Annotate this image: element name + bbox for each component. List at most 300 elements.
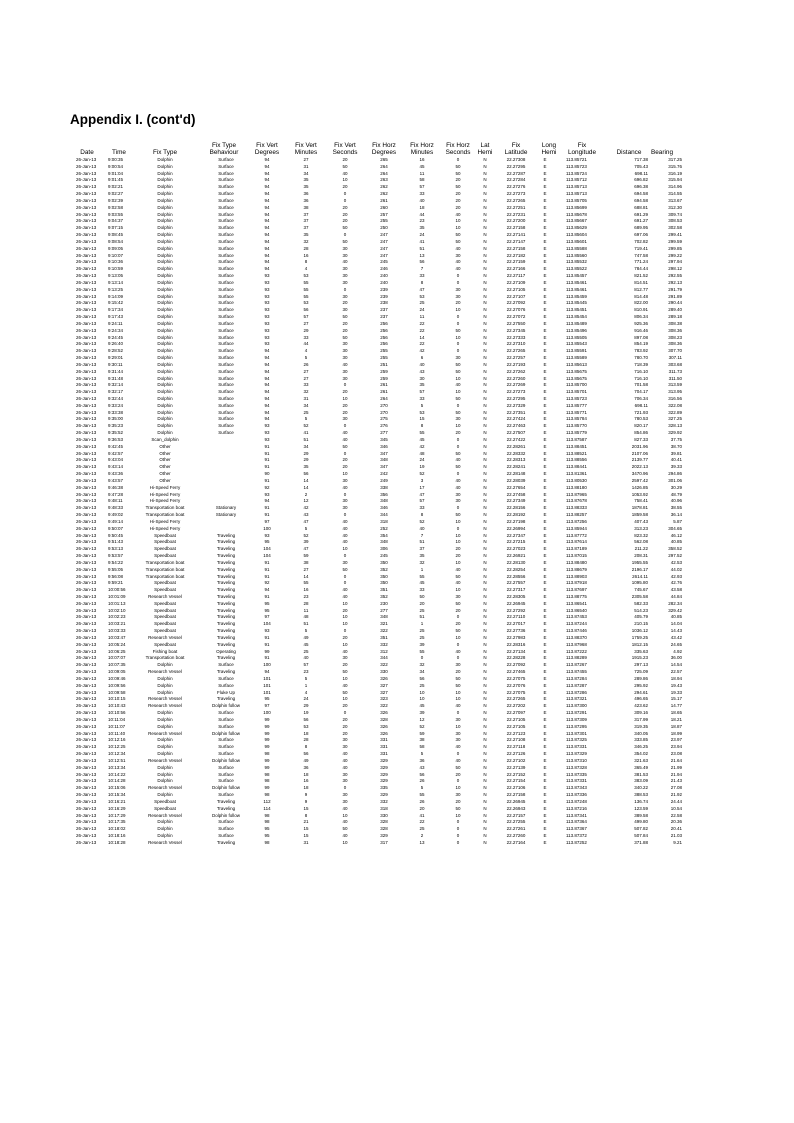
col-header-date: Date bbox=[80, 149, 94, 157]
cell-lat-hemi: N bbox=[483, 177, 487, 183]
table-row bbox=[0, 403, 794, 410]
cell-fix-vert-minutes: 16 bbox=[303, 778, 309, 784]
cell-fix-vert-degrees: 94 bbox=[264, 402, 270, 408]
cell-fix-vert-minutes: 33 bbox=[303, 382, 309, 388]
cell-bearing: 24.44 bbox=[670, 798, 682, 804]
cell-fix-longitude: 113.85779 bbox=[566, 430, 587, 436]
cell-fix-latitude: 22.28241 bbox=[506, 464, 526, 470]
cell-fix-horz-degrees: 240 bbox=[380, 273, 388, 279]
cell-fix-type: Other bbox=[159, 464, 171, 470]
cell-fix-type-behaviour: Surface bbox=[218, 341, 234, 347]
cell-fix-horz-minutes: 25 bbox=[419, 607, 425, 613]
cell-bearing: 322.89 bbox=[668, 409, 682, 415]
cell-date: 26-Jan-13 bbox=[76, 409, 97, 415]
cell-distance: 507.82 bbox=[634, 826, 648, 832]
cell-fix-vert-minutes: 41 bbox=[303, 430, 309, 436]
cell-time: 9:10:07 bbox=[108, 252, 124, 258]
cell-fix-horz-seconds: 20 bbox=[455, 798, 461, 804]
cell-fix-vert-degrees: 99 bbox=[264, 723, 270, 729]
cell-bearing: 304.65 bbox=[668, 525, 682, 531]
cell-fix-vert-degrees: 94 bbox=[264, 669, 270, 675]
cell-distance: 725.09 bbox=[634, 669, 648, 675]
cell-lat-hemi: N bbox=[483, 710, 487, 716]
cell-fix-type-behaviour bbox=[201, 519, 251, 526]
cell-fix-horz-seconds: 40 bbox=[455, 484, 461, 490]
cell-distance: 2597.42 bbox=[631, 477, 648, 483]
cell-long-hemi: E bbox=[543, 607, 547, 613]
cell-fix-horz-seconds: 0 bbox=[456, 655, 460, 661]
cell-date: 26-Jan-13 bbox=[76, 259, 97, 265]
cell-fix-vert-seconds: 30 bbox=[342, 792, 348, 798]
cell-fix-latitude: 22.27654 bbox=[506, 484, 526, 490]
table-row bbox=[0, 259, 794, 266]
cell-fix-vert-degrees: 92 bbox=[264, 580, 270, 586]
cell-fix-horz-minutes: 58 bbox=[419, 177, 425, 183]
cell-fix-vert-minutes: 5 bbox=[304, 525, 308, 531]
cell-date: 26-Jan-13 bbox=[76, 505, 97, 511]
cell-fix-vert-seconds: 40 bbox=[342, 587, 348, 593]
cell-fix-vert-degrees: 91 bbox=[264, 634, 270, 640]
cell-fix-horz-seconds: 50 bbox=[455, 600, 461, 606]
cell-time: 9:42:45 bbox=[108, 443, 124, 449]
cell-date: 26-Jan-13 bbox=[76, 232, 97, 238]
table-row bbox=[0, 348, 794, 355]
cell-bearing: 294.86 bbox=[668, 471, 682, 477]
cell-fix-type: Speedboat bbox=[154, 532, 176, 538]
cell-fix-vert-minutes: 53 bbox=[303, 723, 309, 729]
cell-fix-vert-seconds: 20 bbox=[342, 327, 348, 333]
cell-time: 9:31:48 bbox=[108, 375, 124, 381]
cell-fix-horz-minutes: 1 bbox=[420, 621, 424, 627]
table-row bbox=[0, 430, 794, 437]
cell-fix-vert-minutes: 14 bbox=[303, 484, 309, 490]
cell-fix-horz-degrees: 346 bbox=[380, 443, 388, 449]
cell-fix-horz-degrees: 237 bbox=[380, 307, 388, 313]
cell-fix-type-behaviour: Traveling bbox=[216, 532, 236, 538]
table-row bbox=[0, 396, 794, 403]
cell-distance: 496.65 bbox=[634, 696, 648, 702]
cell-fix-type: Dolphin bbox=[157, 334, 173, 340]
cell-fix-vert-minutes: 18 bbox=[303, 771, 309, 777]
cell-fix-horz-degrees: 249 bbox=[380, 477, 388, 483]
cell-fix-type-behaviour: Surface bbox=[218, 211, 234, 217]
cell-time: 9:00:54 bbox=[108, 163, 124, 169]
cell-date: 26-Jan-13 bbox=[76, 307, 97, 313]
cell-fix-type: Other bbox=[159, 471, 171, 477]
table-row bbox=[0, 498, 794, 505]
cell-fix-horz-seconds: 10 bbox=[455, 723, 461, 729]
cell-fix-vert-seconds: 10 bbox=[342, 546, 348, 552]
cell-fix-latitude: 22.27109 bbox=[506, 279, 526, 285]
cell-fix-type-behaviour: Surface bbox=[218, 382, 234, 388]
cell-fix-horz-minutes: 35 bbox=[419, 225, 425, 231]
cell-fix-vert-degrees: 97 bbox=[264, 703, 270, 709]
cell-fix-vert-seconds: 0 bbox=[343, 423, 347, 429]
cell-long-hemi: E bbox=[543, 764, 547, 770]
cell-fix-latitude: 22.26943 bbox=[506, 805, 526, 811]
cell-distance: 820.17 bbox=[634, 423, 648, 429]
cell-fix-vert-degrees: 94 bbox=[264, 197, 270, 203]
cell-fix-horz-seconds: 40 bbox=[455, 648, 461, 654]
cell-long-hemi: E bbox=[543, 771, 547, 777]
cell-fix-vert-degrees: 100 bbox=[263, 710, 271, 716]
cell-long-hemi: E bbox=[543, 634, 547, 640]
cell-fix-vert-minutes: 15 bbox=[303, 832, 309, 838]
cell-fix-type: Dolphin bbox=[157, 245, 173, 251]
cell-fix-horz-minutes: 11 bbox=[419, 314, 425, 320]
cell-fix-horz-degrees: 255 bbox=[380, 348, 388, 354]
col-header-fix-horz-degrees: Fix Horz Degrees bbox=[371, 141, 397, 157]
cell-date: 26-Jan-13 bbox=[76, 839, 97, 845]
cell-fix-vert-degrees: 99 bbox=[264, 730, 270, 736]
cell-fix-vert-seconds: 20 bbox=[342, 607, 348, 613]
cell-lat-hemi: N bbox=[483, 805, 487, 811]
cell-fix-horz-minutes: 48 bbox=[419, 450, 425, 456]
cell-distance: 2022.13 bbox=[631, 464, 648, 470]
cell-date: 26-Jan-13 bbox=[76, 573, 97, 579]
cell-fix-longitude: 113.85784 bbox=[566, 416, 587, 422]
cell-fix-type-behaviour: Surface bbox=[218, 819, 234, 825]
cell-fix-latitude: 22.27117 bbox=[506, 273, 526, 279]
cell-fix-type: Dolphin bbox=[157, 314, 173, 320]
table-row bbox=[0, 635, 794, 642]
cell-fix-vert-degrees: 95 bbox=[264, 832, 270, 838]
cell-fix-vert-degrees: 93 bbox=[264, 320, 270, 326]
cell-fix-type-behaviour: Surface bbox=[218, 675, 234, 681]
cell-long-hemi: E bbox=[543, 621, 547, 627]
cell-fix-vert-degrees: 98 bbox=[264, 778, 270, 784]
cell-date: 26-Jan-13 bbox=[76, 348, 97, 354]
cell-fix-vert-minutes: 27 bbox=[303, 375, 309, 381]
cell-lat-hemi: N bbox=[483, 730, 487, 736]
cell-long-hemi: E bbox=[543, 293, 547, 299]
cell-fix-type: Dolphin bbox=[157, 361, 173, 367]
cell-fix-horz-seconds: 20 bbox=[455, 669, 461, 675]
cell-fix-latitude: 22.27215 bbox=[506, 539, 526, 545]
cell-bearing: 36.14 bbox=[670, 512, 682, 518]
cell-fix-vert-seconds: 20 bbox=[342, 184, 348, 190]
cell-fix-vert-minutes: 8 bbox=[304, 259, 308, 265]
cell-fix-vert-seconds: 30 bbox=[342, 477, 348, 483]
cell-bearing: 313.95 bbox=[668, 389, 682, 395]
cell-fix-horz-minutes: 51 bbox=[419, 245, 425, 251]
cell-fix-longitude: 113.87286 bbox=[566, 689, 587, 695]
cell-fix-horz-minutes: 7 bbox=[420, 266, 424, 272]
cell-date: 26-Jan-13 bbox=[76, 491, 97, 497]
cell-fix-type: Hi-Speed Ferry bbox=[149, 518, 181, 524]
cell-long-hemi: E bbox=[543, 716, 547, 722]
cell-lat-hemi: N bbox=[483, 559, 487, 565]
cell-time: 10:13:34 bbox=[108, 764, 126, 770]
table-row bbox=[0, 587, 794, 594]
cell-date: 26-Jan-13 bbox=[76, 266, 97, 272]
cell-fix-latitude: 22.27076 bbox=[506, 307, 526, 313]
cell-lat-hemi: N bbox=[483, 634, 487, 640]
cell-lat-hemi: N bbox=[483, 286, 487, 292]
cell-fix-longitude: 113.87328 bbox=[566, 764, 587, 770]
table-row bbox=[0, 580, 794, 587]
cell-fix-type-behaviour: Dolphin follow bbox=[211, 703, 240, 709]
cell-date: 26-Jan-13 bbox=[76, 512, 97, 518]
cell-distance: 698.11 bbox=[634, 170, 648, 176]
cell-fix-horz-minutes: 11 bbox=[419, 170, 425, 176]
cell-fix-horz-degrees: 265 bbox=[380, 157, 388, 162]
cell-fix-type-behaviour: Surface bbox=[218, 737, 234, 743]
cell-fix-longitude: 113.88521 bbox=[566, 450, 587, 456]
cell-date: 26-Jan-13 bbox=[76, 252, 97, 258]
cell-distance: 814.48 bbox=[634, 293, 648, 299]
cell-lat-hemi: N bbox=[483, 662, 487, 668]
cell-fix-latitude: 22.27458 bbox=[506, 491, 526, 497]
cell-bearing: 329.92 bbox=[668, 430, 682, 436]
cell-fix-vert-degrees: 100 bbox=[263, 525, 271, 531]
cell-bearing: 18.65 bbox=[670, 710, 682, 716]
table-row bbox=[0, 683, 794, 690]
cell-fix-horz-minutes: 55 bbox=[419, 573, 425, 579]
cell-fix-horz-minutes: 2 bbox=[420, 832, 424, 838]
cell-bearing: 289.40 bbox=[668, 307, 682, 313]
cell-time: 10:11:40 bbox=[108, 730, 126, 736]
cell-fix-vert-degrees: 98 bbox=[264, 771, 270, 777]
cell-fix-horz-minutes: 45 bbox=[419, 703, 425, 709]
cell-lat-hemi: N bbox=[483, 361, 487, 367]
cell-fix-horz-minutes: 45 bbox=[419, 580, 425, 586]
cell-distance: 210.15 bbox=[634, 621, 648, 627]
cell-long-hemi: E bbox=[543, 450, 547, 456]
table-row bbox=[0, 628, 794, 635]
cell-fix-horz-degrees: 275 bbox=[380, 416, 388, 422]
table-row bbox=[0, 751, 794, 758]
cell-fix-horz-seconds: 40 bbox=[455, 211, 461, 217]
cell-fix-vert-minutes: 47 bbox=[303, 518, 309, 524]
cell-fix-latitude: 22.27139 bbox=[506, 764, 526, 770]
cell-long-hemi: E bbox=[543, 839, 547, 845]
cell-fix-type: Hi-Speed Ferry bbox=[149, 484, 181, 490]
table-row bbox=[0, 840, 794, 847]
cell-fix-latitude: 22.27265 bbox=[506, 696, 526, 702]
cell-fix-vert-degrees: 94 bbox=[264, 177, 270, 183]
cell-bearing: 14.77 bbox=[670, 703, 682, 709]
table-row bbox=[0, 376, 794, 383]
cell-fix-vert-seconds: 30 bbox=[342, 368, 348, 374]
cell-fix-horz-degrees: 344 bbox=[380, 512, 388, 518]
cell-distance: 562.08 bbox=[634, 539, 648, 545]
cell-fix-horz-seconds: 0 bbox=[456, 157, 460, 162]
cell-fix-type-behaviour: Traveling bbox=[216, 553, 236, 559]
cell-long-hemi: E bbox=[543, 252, 547, 258]
table-row bbox=[0, 492, 794, 499]
cell-fix-type: Speedboat bbox=[154, 798, 176, 804]
cell-fix-longitude: 113.85445 bbox=[566, 300, 587, 306]
cell-long-hemi: E bbox=[543, 266, 547, 272]
cell-lat-hemi: N bbox=[483, 498, 487, 504]
cell-fix-longitude: 113.80530 bbox=[566, 477, 587, 483]
cell-fix-longitude: 113.85777 bbox=[566, 402, 587, 408]
cell-bearing: 291.79 bbox=[668, 286, 682, 292]
cell-fix-horz-seconds: 0 bbox=[456, 471, 460, 477]
cell-fix-horz-degrees: 276 bbox=[380, 423, 388, 429]
cell-fix-vert-minutes: 15 bbox=[303, 805, 309, 811]
cell-time: 9:13:14 bbox=[108, 279, 124, 285]
table-row bbox=[0, 778, 794, 785]
table-row bbox=[0, 512, 794, 519]
table-row bbox=[0, 594, 794, 601]
cell-fix-longitude: 113.87364 bbox=[566, 819, 587, 825]
cell-fix-vert-degrees: 91 bbox=[264, 594, 270, 599]
cell-fix-horz-seconds: 40 bbox=[455, 382, 461, 388]
cell-time: 10:17:29 bbox=[108, 812, 126, 818]
table-row bbox=[0, 464, 794, 471]
cell-date: 26-Jan-13 bbox=[76, 744, 97, 750]
cell-long-hemi: E bbox=[543, 443, 547, 449]
cell-distance: 2305.58 bbox=[631, 594, 648, 599]
cell-fix-vert-seconds: 20 bbox=[342, 409, 348, 415]
cell-fix-horz-minutes: 41 bbox=[419, 238, 425, 244]
cell-long-hemi: E bbox=[543, 737, 547, 743]
cell-fix-horz-seconds: 0 bbox=[456, 641, 460, 647]
cell-fix-type-behaviour bbox=[201, 471, 251, 478]
cell-fix-vert-degrees: 94 bbox=[264, 232, 270, 238]
cell-fix-latitude: 22.28332 bbox=[506, 450, 526, 456]
cell-time: 10:18:02 bbox=[108, 826, 126, 832]
cell-long-hemi: E bbox=[543, 614, 547, 620]
cell-fix-type-behaviour: Surface bbox=[218, 348, 234, 354]
cell-fix-horz-degrees: 256 bbox=[380, 334, 388, 340]
cell-long-hemi: E bbox=[543, 163, 547, 169]
cell-fix-vert-seconds: 40 bbox=[342, 751, 348, 757]
cell-fix-vert-seconds: 20 bbox=[342, 157, 348, 162]
cell-fix-type: Transportation boat bbox=[145, 512, 185, 518]
cell-time: 10:17:35 bbox=[108, 819, 126, 825]
cell-fix-horz-degrees: 350 bbox=[380, 580, 388, 586]
col-header-fix-vert-minutes: Fix Vert Minutes bbox=[294, 141, 318, 157]
cell-fix-vert-minutes: 49 bbox=[303, 757, 309, 763]
cell-fix-vert-degrees: 93 bbox=[264, 532, 270, 538]
cell-fix-vert-degrees: 91 bbox=[264, 566, 270, 572]
cell-fix-latitude: 22.27126 bbox=[506, 751, 526, 757]
cell-fix-vert-seconds: 0 bbox=[343, 628, 347, 634]
table-row bbox=[0, 218, 794, 225]
cell-bearing: 308.36 bbox=[668, 341, 682, 347]
cell-fix-longitude: 113.87309 bbox=[566, 716, 587, 722]
cell-fix-type: Dolphin bbox=[157, 826, 173, 832]
cell-fix-vert-minutes: 12 bbox=[303, 498, 309, 504]
cell-fix-type-behaviour: Surface bbox=[218, 238, 234, 244]
cell-fix-vert-degrees: 99 bbox=[264, 757, 270, 763]
cell-fix-vert-degrees: 99 bbox=[264, 785, 270, 791]
cell-time: 10:07:35 bbox=[108, 662, 126, 668]
cell-fix-type-behaviour: Traveling bbox=[216, 798, 236, 804]
cell-date: 26-Jan-13 bbox=[76, 710, 97, 716]
cell-fix-horz-degrees: 329 bbox=[380, 764, 388, 770]
cell-fix-horz-minutes: 56 bbox=[419, 675, 425, 681]
cell-long-hemi: E bbox=[543, 348, 547, 354]
cell-fix-type: Transportation boat bbox=[145, 566, 185, 572]
cell-time: 9:30:11 bbox=[108, 361, 123, 367]
cell-fix-vert-minutes: 38 bbox=[303, 559, 309, 565]
cell-fix-type-behaviour: Stationary bbox=[215, 512, 237, 518]
cell-fix-horz-minutes: 52 bbox=[419, 471, 425, 477]
cell-fix-horz-seconds: 20 bbox=[455, 177, 461, 183]
cell-fix-type-behaviour: Surface bbox=[218, 218, 234, 224]
cell-fix-horz-degrees: 264 bbox=[380, 395, 388, 401]
cell-time: 9:53:13 bbox=[108, 546, 124, 552]
cell-time: 9:07:15 bbox=[108, 225, 124, 231]
cell-fix-horz-seconds: 40 bbox=[455, 757, 461, 763]
cell-lat-hemi: N bbox=[483, 723, 487, 729]
table-row bbox=[0, 410, 794, 417]
cell-fix-horz-seconds: 20 bbox=[455, 771, 461, 777]
cell-fix-type-behaviour: Surface bbox=[218, 716, 234, 722]
col-header-fix-longitude: Fix Longitude bbox=[567, 141, 597, 157]
cell-date: 26-Jan-13 bbox=[76, 689, 97, 695]
cell-time: 10:10:15 bbox=[108, 696, 126, 702]
cell-fix-longitude: 113.85522 bbox=[566, 266, 587, 272]
cell-fix-longitude: 113.85667 bbox=[566, 218, 587, 224]
cell-long-hemi: E bbox=[543, 225, 547, 231]
cell-distance: 582.33 bbox=[634, 600, 648, 606]
table-row bbox=[0, 341, 794, 348]
cell-fix-vert-degrees: 91 bbox=[264, 464, 270, 470]
cell-date: 26-Jan-13 bbox=[76, 798, 97, 804]
cell-fix-vert-seconds: 10 bbox=[342, 696, 348, 702]
cell-fix-horz-degrees: 328 bbox=[380, 716, 388, 722]
cell-fix-vert-seconds: 0 bbox=[343, 553, 347, 559]
cell-fix-latitude: 22.27276 bbox=[506, 184, 526, 190]
cell-bearing: 20.41 bbox=[670, 826, 682, 832]
cell-time: 9:24:34 bbox=[108, 327, 124, 333]
cell-fix-latitude: 22.27075 bbox=[506, 675, 526, 681]
cell-fix-horz-seconds: 50 bbox=[455, 573, 461, 579]
cell-distance: 365.49 bbox=[634, 764, 648, 770]
cell-fix-vert-seconds: 40 bbox=[342, 518, 348, 524]
cell-fix-type-behaviour: Surface bbox=[218, 163, 234, 169]
cell-time: 9:04:37 bbox=[108, 218, 124, 224]
cell-fix-vert-seconds: 20 bbox=[342, 389, 348, 395]
cell-distance: 812.77 bbox=[634, 286, 648, 292]
cell-fix-latitude: 22.27257 bbox=[506, 355, 526, 361]
cell-lat-hemi: N bbox=[483, 170, 487, 176]
cell-fix-vert-seconds: 10 bbox=[342, 839, 348, 845]
cell-lat-hemi: N bbox=[483, 607, 487, 613]
cell-fix-vert-minutes: 23 bbox=[303, 669, 309, 675]
cell-fix-vert-seconds: 50 bbox=[342, 334, 348, 340]
cell-fix-type: Speedboat bbox=[154, 553, 176, 559]
cell-fix-vert-minutes: 16 bbox=[303, 587, 309, 593]
cell-fix-vert-seconds: 50 bbox=[342, 314, 348, 320]
cell-fix-vert-degrees: 93 bbox=[264, 279, 270, 285]
cell-distance: 2139.77 bbox=[631, 457, 648, 463]
cell-time: 9:17:43 bbox=[108, 314, 124, 320]
cell-fix-type: Speedboat bbox=[154, 580, 176, 586]
cell-fix-horz-degrees: 259 bbox=[380, 375, 388, 381]
cell-fix-type: Research Vessel bbox=[148, 785, 182, 791]
cell-distance: 745.67 bbox=[634, 587, 648, 593]
table-row bbox=[0, 205, 794, 212]
cell-fix-type: Fishing boat bbox=[152, 648, 178, 654]
cell-time: 9:43:04 bbox=[108, 457, 124, 463]
cell-fix-latitude: 22.27166 bbox=[506, 266, 526, 272]
cell-bearing: 21.43 bbox=[670, 778, 682, 784]
cell-fix-longitude: 113.87336 bbox=[566, 792, 587, 798]
cell-fix-longitude: 113.87367 bbox=[566, 826, 587, 832]
table-row bbox=[0, 567, 794, 574]
cell-fix-type: Research Vessel bbox=[148, 730, 182, 736]
cell-fix-type: Dolphin bbox=[157, 266, 173, 272]
cell-fix-type: Speedboat bbox=[154, 614, 176, 620]
cell-fix-type-behaviour bbox=[201, 457, 251, 464]
cell-fix-latitude: 22.27105 bbox=[506, 723, 526, 729]
